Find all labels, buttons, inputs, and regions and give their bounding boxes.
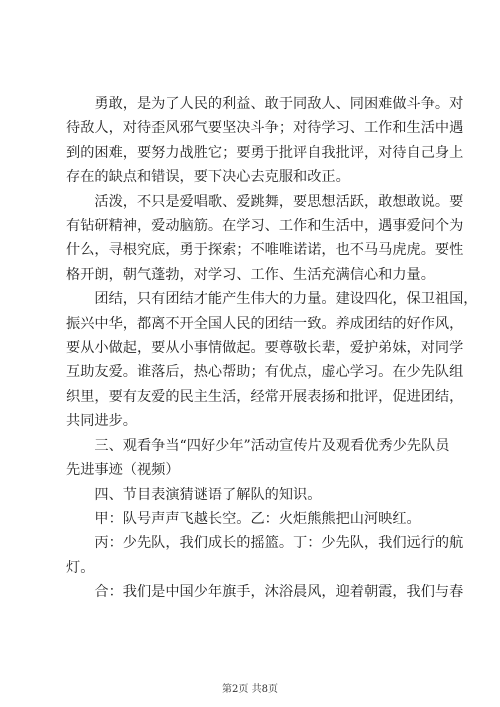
paragraph-unity [66, 287, 478, 433]
paragraph-he [66, 580, 464, 604]
text-line: 格开朗，朝气蓬勃，对学习、工作、生活充满信心和力量。 [66, 266, 435, 283]
text-line: 共同进步。 [66, 413, 137, 430]
document-body [66, 92, 478, 605]
text-line: 三、观看争当“四好少年”活动宣传片及观看优秀少先队员 [94, 437, 450, 454]
paragraph-lively [66, 190, 464, 288]
text-line: 存在的缺点和错误，要下决心去克服和改正。 [66, 169, 350, 186]
text-line: 勇敢，是为了人民的利益、敢于同敌人、同困难做斗争。对 [94, 96, 464, 112]
text-line: 振兴中华，都离不开全国人民的团结一致。养成团结的好作风， [66, 315, 464, 332]
text-line: 灯。 [66, 559, 95, 576]
paragraph-brave [66, 92, 464, 190]
text-line: 织里，要有友爱的民主生活，经常开展表扬和批评，促进团结， [66, 388, 464, 405]
text-line: 到的困难，要努力战胜它；要勇于批评自我批评，对待自己身上 [66, 144, 464, 161]
text-line: 要从小做起，要从小事情做起。要尊敬长辈，爱护弟妹，对同学 [66, 340, 464, 357]
text-line: 什么，寻根究底，勇于探索；不唯唯诺诺，也不马马虎虎。要性 [66, 242, 464, 259]
text-line: 互助友爱。谁落后，热心帮助；有优点，虚心学习。在少先队组 [66, 364, 464, 381]
text-line: 有钻研精神，爱动脑筋。在学习、工作和生活中，遇事爱问个为 [66, 218, 464, 235]
text-line: 四、节目表演猜谜语了解队的知识。 [94, 486, 322, 503]
text-line: 团结，只有团结才能产生伟大的力量。建设四化，保卫祖国， [94, 291, 478, 308]
paragraph-bing-ding [66, 531, 464, 580]
text-line: 合：我们是中国少年旗手，沐浴晨风，迎着朝霞，我们与春 [94, 584, 464, 601]
text-line: 丙：少先队，我们成长的摇篮。丁：少先队，我们远行的航 [94, 535, 464, 552]
text-line: 活泼，不只是爱唱歌、爱跳舞，要思想活跃，敢想敢说。要 [94, 193, 464, 210]
text-line: 甲：队号声声飞越长空。乙：火炬熊熊把山河映红。 [94, 510, 421, 527]
paragraph-section-4 [66, 483, 442, 507]
paragraph-section-3 [66, 434, 450, 483]
text-line: 待敌人，对待歪风邪气要坚决斗争；对待学习、工作和生活中遇 [66, 120, 464, 137]
text-line: 先进事迹（视频） [66, 462, 180, 479]
paragraph-jia-yi [66, 507, 442, 531]
page-number-footer: 第2页 共8页 [222, 684, 278, 695]
